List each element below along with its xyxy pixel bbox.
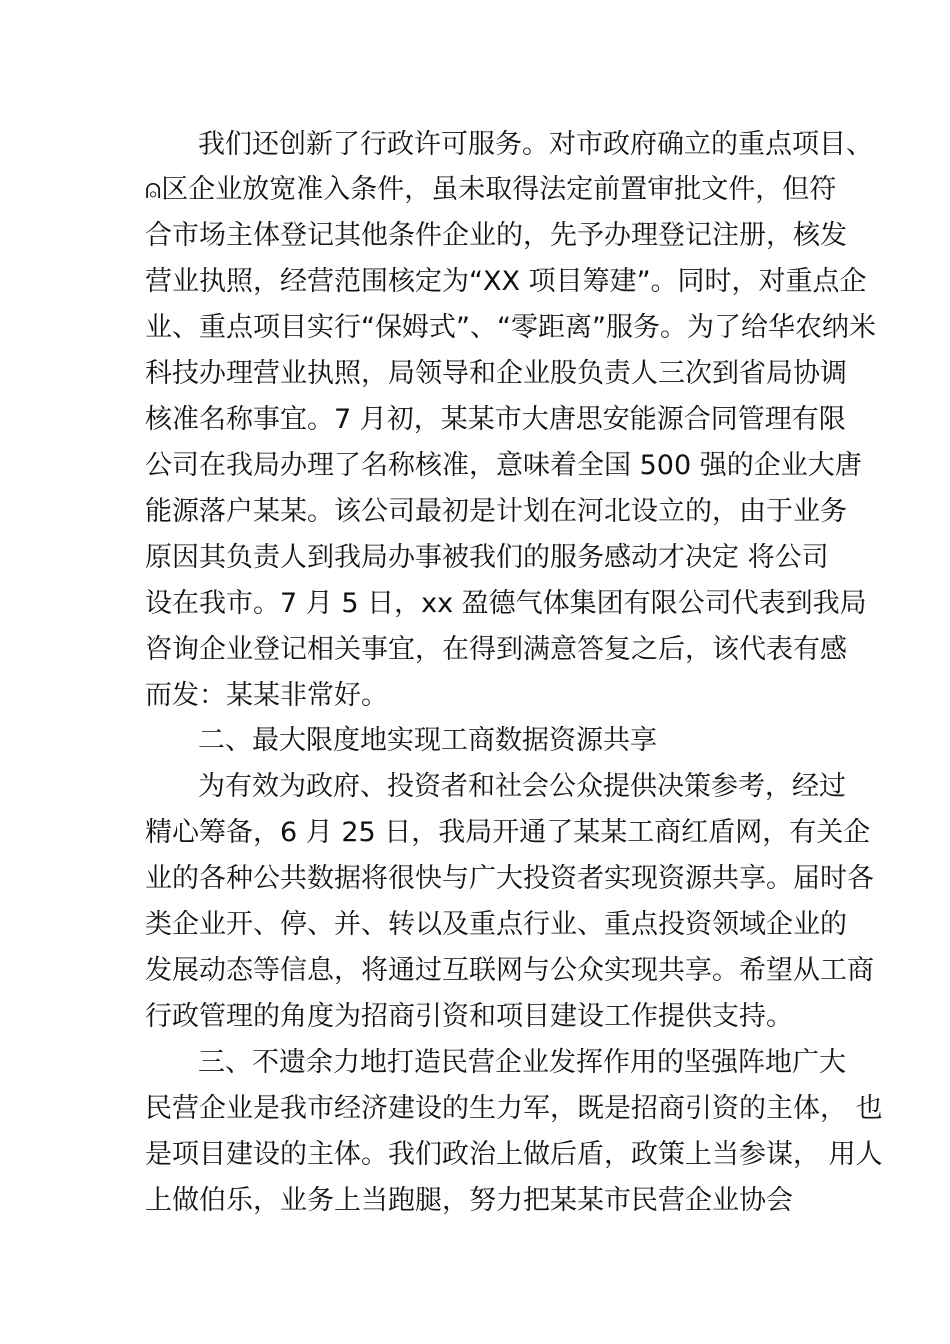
text-line: 设在我市。7 月 5 日，xx 盈德气体集团有限公司代表到我局 [145, 588, 867, 619]
text-line: 类企业开、停、并、转以及重点行业、重点投资领域企业的 [145, 909, 847, 940]
section-heading: 三、不遗余力地打造民营企业发挥作用的坚强阵地广大 [198, 1047, 846, 1078]
text-line: 营业执照，经营范围核定为“XX 项目筹建”。同时，对重点企 [145, 266, 867, 297]
text-line: 而发：某某非常好。 [145, 680, 388, 711]
text-line: 合市场主体登记其他条件企业的，先予办理登记注册，核发 [145, 220, 847, 251]
text-line: 精心筹备，6 月 25 日，我局开通了某某工商红盾网，有关企 [145, 817, 871, 848]
text-line: 业的各种公共数据将很快与广大投资者实现资源共享。届时各 [145, 863, 874, 894]
text-line: 发展动态等信息，将通过互联网与公众实现共享。希望从工商 [145, 955, 874, 986]
section-heading: 二、最大限度地实现工商数据资源共享 [198, 725, 657, 756]
text-line: ⍝区企业放宽准入条件，虽未取得法定前置审批文件，但符 [145, 174, 837, 205]
text-line: 行政管理的角度为招商引资和项目建设工作提供支持。 [145, 1001, 793, 1032]
text-line: 民营企业是我市经济建设的生力军，既是招商引资的主体， 也 [145, 1093, 883, 1124]
text-line: 我们还创新了行政许可服务。对市政府确立的重点项目、 [198, 129, 873, 160]
text-line: 能源落户某某。该公司最初是计划在河北设立的，由于业务 [145, 496, 847, 527]
text-line: 核准名称事宜。7 月初，某某市大唐思安能源合同管理有限 [145, 404, 846, 435]
text-line: 科技办理营业执照，局领导和企业股负责人三次到省局协调 [145, 358, 847, 389]
text-line: 业、重点项目实行“保姆式”、“零距离”服务。为了给华农纳米 [145, 312, 876, 343]
text-line: 为有效为政府、投资者和社会公众提供决策参考，经过 [198, 771, 846, 802]
text-line: 上做伯乐，业务上当跑腿，努力把某某市民营企业协会 [145, 1185, 793, 1216]
text-line: 是项目建设的主体。我们政治上做后盾，政策上当参谋， 用人 [145, 1139, 883, 1170]
text-line: 公司在我局办理了名称核准，意味着全国 500 强的企业大唐 [145, 450, 862, 481]
text-line: 原因其负责人到我局办事被我们的服务感动才决定 将公司 [145, 542, 829, 573]
text-line: 咨询企业登记相关事宜，在得到满意答复之后，该代表有感 [145, 634, 847, 665]
